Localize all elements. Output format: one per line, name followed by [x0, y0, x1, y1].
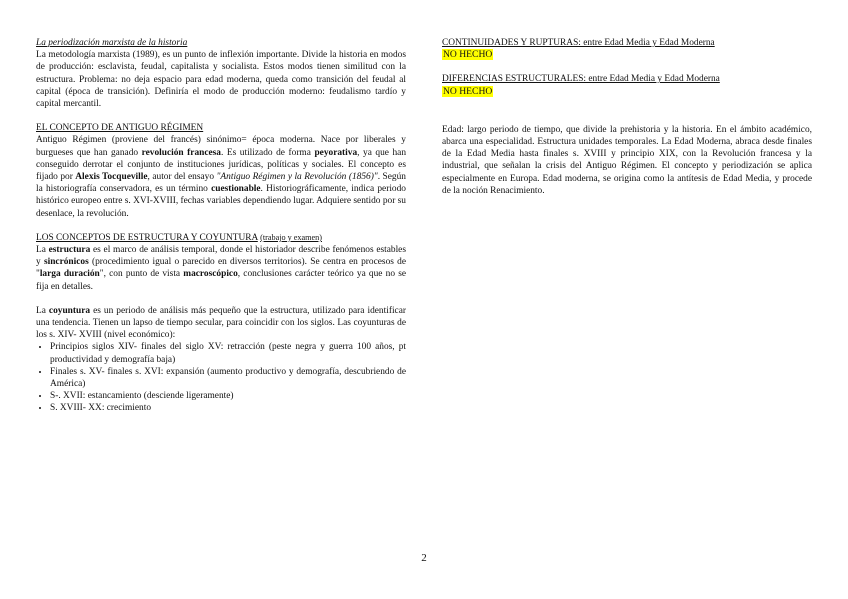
section-heading-continuidades: CONTINUIDADES Y RUPTURAS: entre Edad Media y Edad Moderna: [442, 38, 715, 48]
text-run: , conclusiones carácter teórico ya que no se fija en detalles.: [36, 269, 406, 292]
list-item: • Finales s. XV- finales s. XVI: expansión (aumento productivo y demografía, descubriendo de América): [50, 366, 406, 390]
text-run: es un periodo de análisis más pequeño que la estructura, utilizado para identificar una tendencia. Tienen un lapso de tiempo secular, para coincidir con los siglos. Las coyunturas de los s. XIV- XVIII (nivel económico):: [36, 305, 406, 341]
right-column: [442, 37, 812, 197]
text-run: La: [36, 245, 49, 256]
bold-term-tocqueville: Alexis Tocqueville: [75, 172, 148, 183]
text-run: ", con punto de vista: [99, 269, 184, 280]
paragraph-antiguo-regimen: [36, 134, 406, 219]
page-number: 2: [421, 552, 427, 564]
spacer: [442, 98, 812, 124]
bold-term-coyuntura: coyuntura: [48, 305, 91, 316]
section-heading-antiguo-regimen: EL CONCEPTO DE ANTIGUO RÉGIMEN: [36, 123, 204, 134]
bold-term-larga-duracion: larga duración: [39, 269, 100, 280]
section-heading-diferencias: DIFERENCIAS ESTRUCTURALES: entre Edad Media y Edad Moderna: [442, 74, 720, 85]
text-run: es el marco de análisis temporal, donde el historiador describe fenómenos estables y: [36, 245, 406, 268]
coyunturas-list: [36, 341, 406, 414]
bold-term-sincronicos: sincrónicos: [43, 257, 89, 268]
list-item: • S. XVIII- XX: crecimiento: [50, 402, 406, 414]
paragraph-estructura: [36, 244, 406, 293]
text-run: , ya que han conseguido derrotar el conjunto de instituciones jurídicas, políticas y sociales. El concepto es fijado por: [36, 147, 407, 183]
paragraph-edad: Edad: largo periodo de tiempo, que divide la prehistoria y la historia. En el ámbito académico, abarca una especialidad. Estructura unidades temporales. La Edad Moderna, abraca desde finales de la Edad Media hasta finales s. XVIII y principio XIX, con la Revolución francesa y la industrial, que señalan la crisis del Antiguo Régimen. El concepto y periodización se aplica especialmente en Europa. Edad moderna, se origina como la antítesis de Edad Media, y procede de la noción Renacimiento.: [442, 124, 812, 196]
text-run: Antiguo Régimen (proviene del francés) sinónimo= época moderna. Nace por liberales y burgueses que han ganado: [36, 135, 406, 158]
text-run: La: [36, 305, 49, 316]
spacer: [36, 293, 406, 305]
paragraph-coyuntura: [36, 305, 406, 342]
spacer: [36, 220, 406, 232]
spacer: [442, 61, 812, 73]
list-item: • S-. XVII: estancamiento (desciende ligeramente): [50, 390, 406, 402]
section-heading-estructura-coyuntura: [36, 232, 406, 244]
list-item: • Principios siglos XIV- finales del siglo XV: retracción (peste negra y guerra 100 años, pt productividad y demografía baja): [50, 341, 406, 365]
heading-note: (trabajo y examen): [260, 232, 322, 242]
section-heading-periodizacion: La periodización marxista de la historia: [36, 38, 188, 48]
text-run: . Según la historiografía conservadora, es un término: [36, 172, 406, 195]
bold-term-revolucion-francesa: revolución francesa: [141, 147, 221, 158]
status-badge-no-hecho: NO HECHO: [443, 49, 493, 61]
bold-term-macroscopico: macroscópico: [183, 269, 238, 280]
italic-essay-title: "Antiguo Régimen y la Revolución (1856)": [216, 172, 378, 183]
paragraph-periodizacion: La metodología marxista (1989), es un punto de inflexión importante. Divide la historia en modos de producción: esclavista, feudal, capitalista y socialista. Estos modos tienen similitud con la estructura. Problema: no deja espacio para edad moderna, queda como transición del feudal al capital (época de transición). Definiría el modo de producción moderno: feudalismo tardío y capital mercantil.: [36, 50, 406, 110]
bold-term-cuestionable: cuestionable: [211, 184, 261, 195]
spacer: [36, 110, 406, 122]
bold-term-peyorativa: peyorativa: [314, 147, 358, 158]
text-run: (procedimiento igual o parecido en diversos territorios). Se centra en procesos de ": [36, 257, 406, 280]
text-run: . Es utilizado de forma: [221, 147, 315, 158]
heading-text: LOS CONCEPTOS DE ESTRUCTURA Y COYUNTURA: [36, 232, 258, 243]
bold-term-estructura: estructura: [48, 245, 91, 256]
left-column: [36, 37, 406, 415]
status-badge-no-hecho: NO HECHO: [443, 85, 493, 97]
text-run: . Historiográficamente, indica periodo histórico europeo entre s. XVI-XVIII, fechas variables dependiendo lugar. Adquiere sentido por su desenlace, la revolución.: [36, 184, 406, 219]
text-run: , autor del ensayo: [147, 172, 217, 183]
